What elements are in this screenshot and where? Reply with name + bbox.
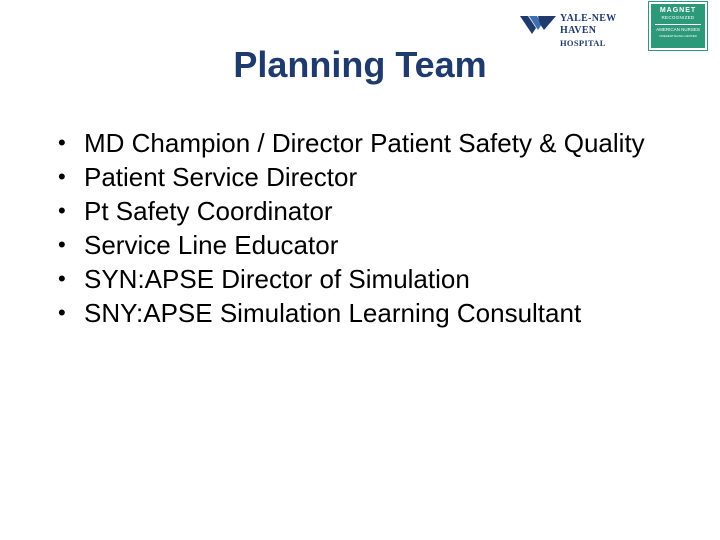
yale-new-haven-hospital-logo	[520, 10, 655, 48]
magnet-badge-divider	[655, 24, 701, 25]
hospital-name-line2: HOSPITAL	[560, 38, 606, 48]
bullet-item	[58, 262, 678, 296]
slide-title	[0, 44, 720, 86]
bullet-text: Pt Safety Coordinator	[84, 196, 333, 226]
magnet-recognized-badge	[649, 2, 707, 50]
bullet-icon: •	[58, 164, 66, 189]
bullet-item	[58, 228, 678, 262]
bullet-list	[58, 126, 678, 330]
bullet-text: MD Champion / Director Patient Safety & Quality	[84, 128, 645, 158]
hospital-name-line1: YALE-NEW HAVEN	[560, 13, 617, 36]
bullet-icon: •	[58, 266, 66, 291]
magnet-badge-title: MAGNET	[659, 7, 697, 14]
magnet-badge-org-sub: CREDENTIALING CENTER	[659, 34, 697, 38]
hospital-wing-icon	[520, 14, 556, 36]
bullet-item	[58, 126, 678, 160]
magnet-badge-subtitle: RECOGNIZED	[661, 15, 695, 20]
magnet-badge-org: AMERICAN NURSES	[656, 27, 700, 32]
bullet-text: Patient Service Director	[84, 162, 358, 192]
slide-title-text: Planning Team	[233, 44, 487, 85]
bullet-text: Service Line Educator	[84, 230, 339, 260]
bullet-icon: •	[58, 130, 66, 155]
bullet-item	[58, 194, 678, 228]
bullet-text: SYN:APSE Director of Simulation	[84, 264, 470, 294]
bullet-icon: •	[58, 232, 66, 257]
bullet-icon: •	[58, 300, 66, 325]
bullet-text: SNY:APSE Simulation Learning Consultant	[84, 298, 582, 328]
bullet-icon: •	[58, 198, 66, 223]
bullet-item	[58, 296, 678, 330]
bullet-item	[58, 160, 678, 194]
